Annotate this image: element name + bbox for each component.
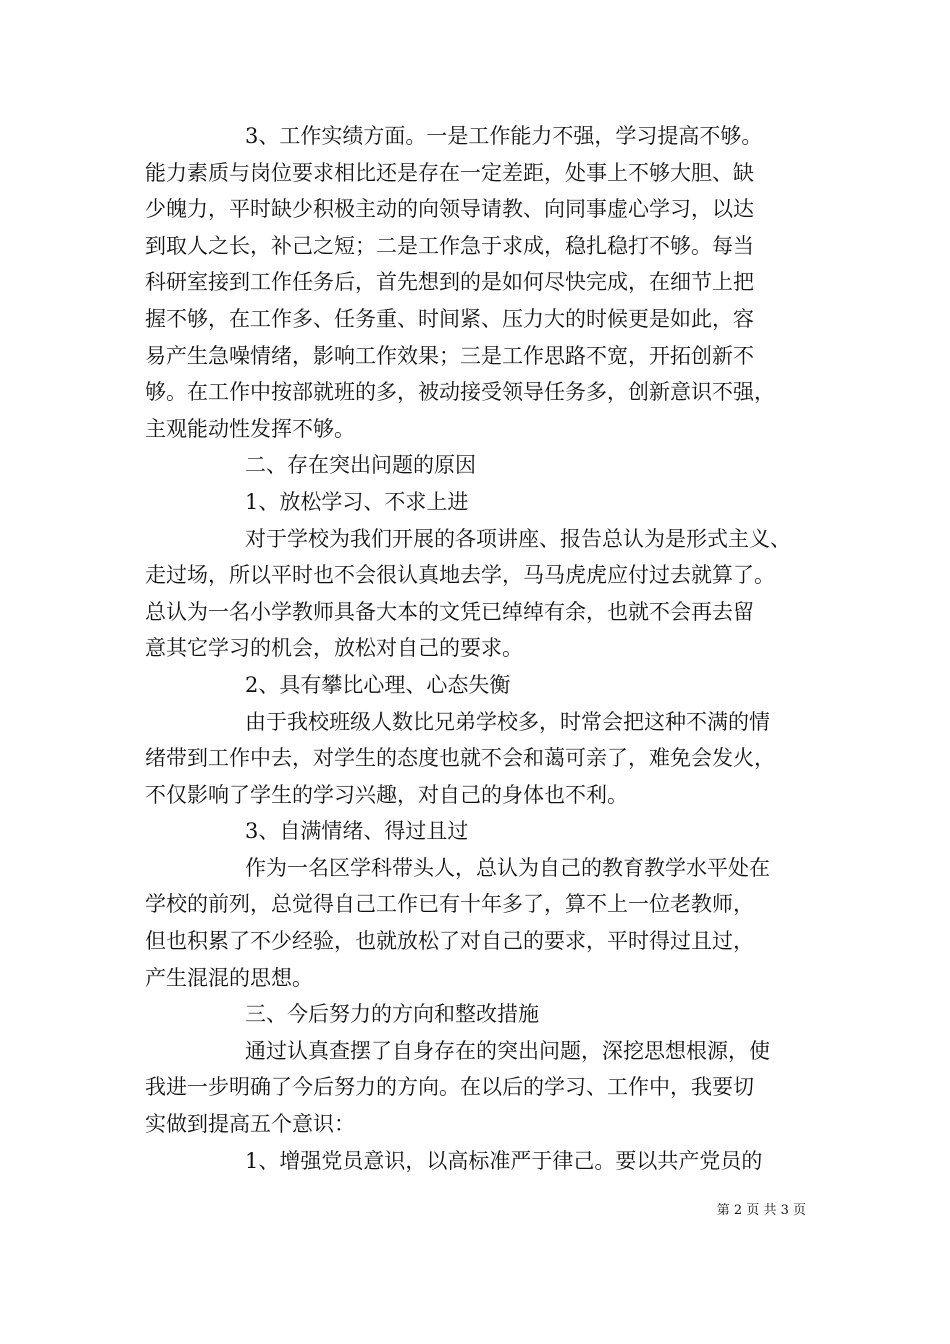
page-number-footer: 第 2 页 共 3 页 — [716, 1203, 806, 1218]
text-line: 通过认真查摆了自身存在的突出问题，深挖思想根源，使 — [245, 1038, 770, 1063]
text-line: 我进一步明确了今后努力的方向。在以后的学习、工作中，我要切 — [145, 1075, 754, 1100]
text-line: 意其它学习的机会，放松对自己的要求。 — [145, 636, 523, 661]
text-line: 少魄力，平时缺少积极主动的向领导请教、向同事虚心学习，以达 — [145, 197, 754, 222]
text-line: 由于我校班级人数比兄弟学校多，时常会把这种不满的情 — [245, 709, 770, 734]
text-line: 到取人之长，补己之短；二是工作急于求成，稳扎稳打不够。每当 — [145, 233, 754, 258]
text-line: 对于学校为我们开展的各项讲座、报告总认为是形式主义、 — [245, 526, 791, 551]
text-line: 不仅影响了学生的学习兴趣，对自己的身体也不利。 — [145, 782, 628, 807]
text-line: 3、工作实绩方面。一是工作能力不强，学习提高不够。 — [245, 124, 763, 148]
document-body — [145, 118, 810, 1179]
text-line: 走过场，所以平时也不会很认真地去学，马马虎虎应付过去就算了。 — [145, 563, 775, 588]
text-line: 科研室接到工作任务后，首先想到的是如何尽快完成，在细节上把 — [145, 270, 754, 295]
text-line: 产生混混的思想。 — [145, 965, 313, 990]
text-line: 总认为一名小学教师具备大本的文凭已绰绰有余，也就不会再去留 — [145, 599, 754, 624]
text-line: 学校的前列，总觉得自己工作已有十年多了，算不上一位老教师， — [145, 892, 754, 917]
text-line: 1、放松学习、不求上进 — [245, 489, 469, 514]
text-line: 3、自满情绪、得过且过 — [245, 819, 469, 844]
text-line: 握不够，在工作多、任务重、时间紧、压力大的时候更是如此，容 — [145, 306, 754, 331]
text-line: 主观能动性发挥不够。 — [145, 416, 355, 441]
text-line: 易产生急噪情绪，影响工作效果；三是工作思路不宽，开拓创新不 — [145, 343, 754, 368]
text-line: 作为一名区学科带头人，总认为自己的教育教学水平处在 — [245, 855, 770, 880]
text-line: 1、增强党员意识，以高标准严于律己。要以共产党员的 — [245, 1148, 763, 1173]
text-line: 够。在工作中按部就班的多，被动接受领导任务多，创新意识不强， — [145, 380, 775, 405]
text-line: 二、存在突出问题的原因 — [245, 453, 476, 478]
text-line: 绪带到工作中去，对学生的态度也就不会和蔼可亲了，难免会发火， — [145, 746, 775, 771]
text-line: 2、具有攀比心理、心态失衡 — [245, 672, 511, 697]
text-line: 能力素质与岗位要求相比还是存在一定差距，处事上不够大胆、缺 — [145, 160, 754, 185]
text-line: 但也积累了不少经验，也就放松了对自己的要求，平时得过且过， — [145, 929, 754, 954]
text-line: 实做到提高五个意识： — [145, 1112, 355, 1137]
text-line: 三、今后努力的方向和整改措施 — [245, 1002, 539, 1027]
